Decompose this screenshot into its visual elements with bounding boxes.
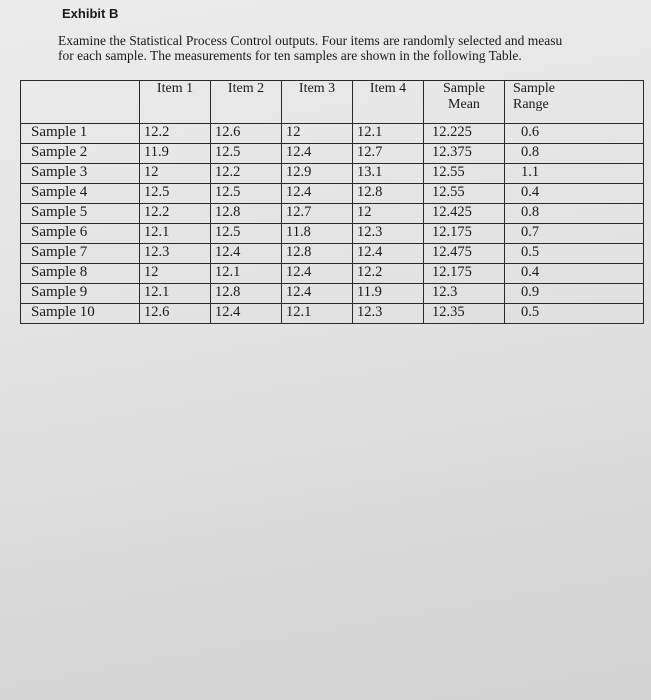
cell-i1: 12.1 [140,224,211,244]
cell-mean: 12.425 [424,204,505,224]
header-item-3: Item 3 [282,81,353,124]
cell-mean: 12.225 [424,124,505,144]
cell-i4: 11.9 [353,284,424,304]
cell-range: 0.5 [505,304,644,324]
cell-i3: 12.8 [282,244,353,264]
cell-i2: 12.4 [211,244,282,264]
row-label: Sample 6 [21,224,140,244]
cell-range: 1.1 [505,164,644,184]
faint-bleed-text: ᅟ [40,374,54,389]
cell-i4: 12.3 [353,224,424,244]
row-label: Sample 4 [21,184,140,204]
cell-i4: 13.1 [353,164,424,184]
cell-i2: 12.5 [211,144,282,164]
measurements-table [20,80,644,324]
exhibit-title: Exhibit B [62,6,119,21]
cell-mean: 12.35 [424,304,505,324]
cell-i2: 12.4 [211,304,282,324]
row-label: Sample 2 [21,144,140,164]
cell-i3: 12.4 [282,184,353,204]
row-label: Sample 5 [21,204,140,224]
table-row [21,184,644,204]
cell-i1: 12.3 [140,244,211,264]
cell-range: 0.8 [505,204,644,224]
cell-i3: 12 [282,124,353,144]
cell-i1: 12 [140,164,211,184]
cell-mean: 12.175 [424,264,505,284]
cell-i1: 12.5 [140,184,211,204]
table-row [21,124,644,144]
cell-i1: 11.9 [140,144,211,164]
cell-i4: 12.8 [353,184,424,204]
cell-i4: 12.2 [353,264,424,284]
cell-i3: 12.4 [282,284,353,304]
table-row [21,204,644,224]
cell-i2: 12.5 [211,184,282,204]
table-row [21,244,644,264]
cell-mean: 12.55 [424,184,505,204]
cell-i1: 12.6 [140,304,211,324]
row-label: Sample 7 [21,244,140,264]
cell-i3: 12.7 [282,204,353,224]
cell-range: 0.8 [505,144,644,164]
table-row [21,284,644,304]
cell-mean: 12.55 [424,164,505,184]
header-item-2: Item 2 [211,81,282,124]
cell-i4: 12.7 [353,144,424,164]
table-row [21,224,644,244]
cell-range: 0.9 [505,284,644,304]
row-label: Sample 8 [21,264,140,284]
row-label: Sample 9 [21,284,140,304]
cell-i2: 12.8 [211,204,282,224]
cell-mean: 12.175 [424,224,505,244]
intro-paragraph [58,33,651,63]
cell-mean: 12.375 [424,144,505,164]
header-sample-mean: Sample Mean [424,81,505,124]
cell-i1: 12.2 [140,124,211,144]
table-row [21,144,644,164]
cell-i4: 12 [353,204,424,224]
cell-range: 0.5 [505,244,644,264]
cell-range: 0.4 [505,264,644,284]
cell-i3: 12.1 [282,304,353,324]
intro-line-2: for each sample. The measurements for ten samples are shown in the following Table. [58,48,522,63]
cell-i1: 12.1 [140,284,211,304]
cell-i2: 12.2 [211,164,282,184]
header-item-1: Item 1 [140,81,211,124]
table-header-row [21,81,644,124]
cell-i2: 12.5 [211,224,282,244]
cell-i1: 12 [140,264,211,284]
cell-i4: 12.1 [353,124,424,144]
cell-i4: 12.4 [353,244,424,264]
header-item-4: Item 4 [353,81,424,124]
cell-i3: 12.4 [282,264,353,284]
cell-range: 0.6 [505,124,644,144]
cell-i2: 12.1 [211,264,282,284]
cell-i3: 12.4 [282,144,353,164]
row-label: Sample 3 [21,164,140,184]
table-row [21,164,644,184]
cell-i3: 12.9 [282,164,353,184]
intro-line-1: Examine the Statistical Process Control outputs. Four items are randomly selected and measu [58,33,563,48]
row-label: Sample 10 [21,304,140,324]
cell-range: 0.7 [505,224,644,244]
cell-i1: 12.2 [140,204,211,224]
cell-mean: 12.3 [424,284,505,304]
row-label: Sample 1 [21,124,140,144]
cell-i3: 11.8 [282,224,353,244]
table-row [21,264,644,284]
header-blank-cell [21,81,140,124]
table-row [21,304,644,324]
cell-mean: 12.475 [424,244,505,264]
cell-i2: 12.8 [211,284,282,304]
cell-range: 0.4 [505,184,644,204]
cell-i2: 12.6 [211,124,282,144]
header-sample-range: Sample Range [505,81,644,124]
cell-i4: 12.3 [353,304,424,324]
